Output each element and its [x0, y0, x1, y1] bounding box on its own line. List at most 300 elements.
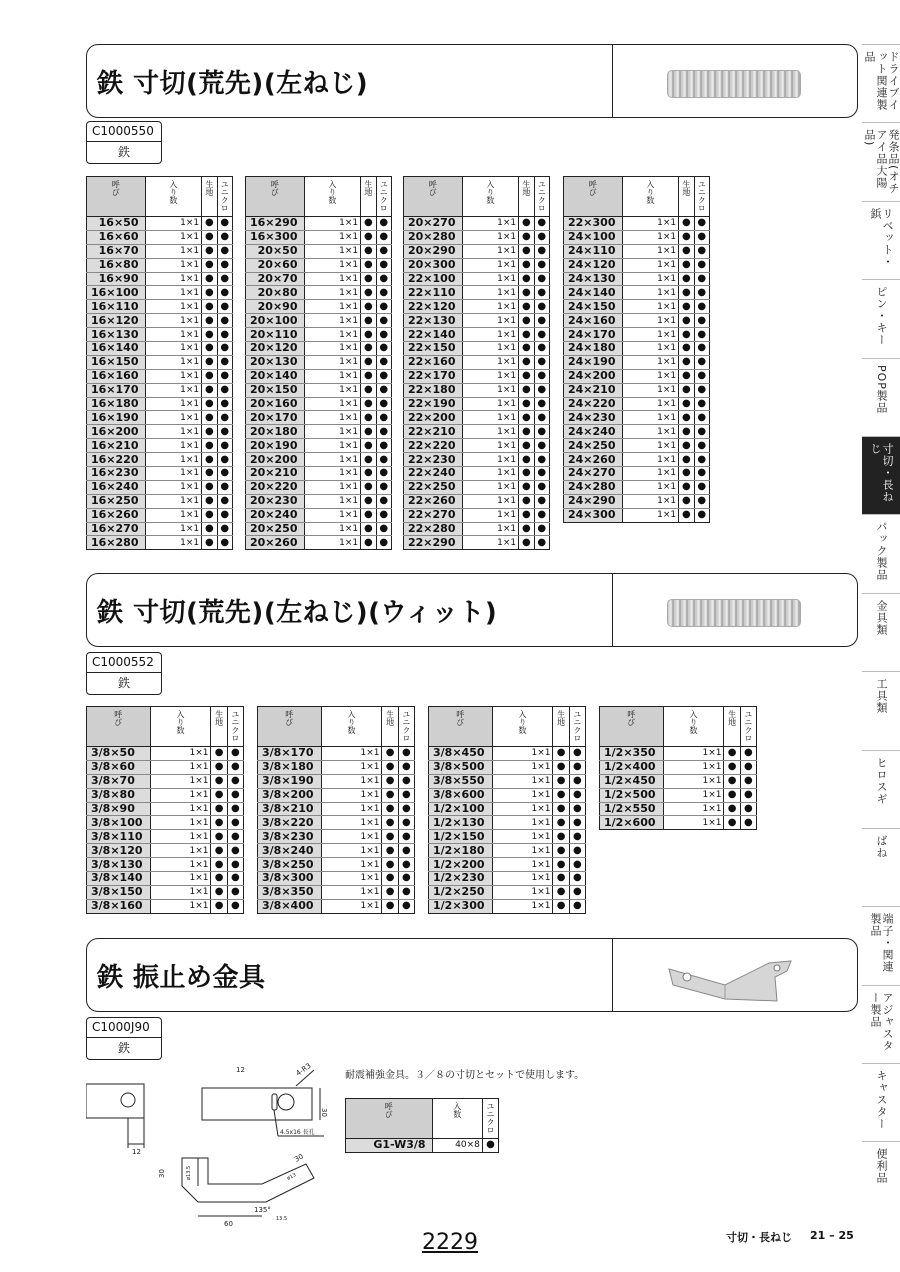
spec-flag-raw: ● — [553, 802, 569, 816]
spec-qty: 1×1 — [321, 830, 382, 844]
spec-flag-unichrome: ● — [694, 286, 709, 300]
spec-flag-raw: ● — [202, 369, 217, 383]
spec-name: 20×190 — [246, 439, 305, 453]
spec-qty: 1×1 — [622, 328, 679, 342]
spec-flag-raw: ● — [382, 774, 398, 788]
spec-name: 22×140 — [404, 328, 463, 342]
header-raw — [553, 707, 569, 747]
spec-flag-raw: ● — [361, 508, 376, 522]
spec-name: 24×290 — [564, 494, 623, 508]
spec-flag-unichrome: ● — [534, 258, 549, 272]
table-row — [87, 899, 244, 913]
spec-qty: 1×1 — [622, 425, 679, 439]
spec-name: 16×50 — [87, 217, 146, 231]
spec-qty: 1×1 — [622, 508, 679, 522]
spec-flag-raw: ● — [553, 760, 569, 774]
spec-flag-unichrome: ● — [376, 342, 391, 356]
spec-qty: 1×1 — [304, 314, 361, 328]
spec-name: 3/8×190 — [258, 774, 322, 788]
spec-flag-raw: ● — [724, 747, 740, 761]
spec-flag-raw: ● — [679, 217, 694, 231]
spec-flag-unichrome: ● — [569, 760, 585, 774]
spec-name: 16×130 — [87, 328, 146, 342]
spec-flag-unichrome: ● — [740, 760, 756, 774]
spec-qty: 1×1 — [321, 885, 382, 899]
table-row — [246, 480, 392, 494]
table-row — [87, 508, 233, 522]
spec-flag-raw: ● — [679, 383, 694, 397]
spec-name: 3/8×110 — [87, 830, 151, 844]
spec-name: 3/8×500 — [429, 760, 493, 774]
side-tab-label: POP製品 — [875, 364, 888, 414]
spec-qty: 1×1 — [622, 411, 679, 425]
spec-flag-raw: ● — [519, 397, 534, 411]
spec-name: 3/8×70 — [87, 774, 151, 788]
side-tab-label: 便利品 — [875, 1148, 888, 1185]
spec-name: 3/8×550 — [429, 774, 493, 788]
spec-flag-unichrome: ● — [534, 494, 549, 508]
spec-flag-raw: ● — [679, 480, 694, 494]
spec-flag-raw: ● — [679, 508, 694, 522]
section-title: 鉄 振止め金具 — [97, 963, 266, 993]
spec-name: 3/8×90 — [87, 802, 151, 816]
spec-qty: 1×1 — [462, 494, 519, 508]
table-row — [246, 369, 392, 383]
spec-name: 24×210 — [564, 383, 623, 397]
table-row — [87, 453, 233, 467]
spec-table — [428, 706, 586, 914]
spec-flag-unichrome: ● — [534, 217, 549, 231]
spec-name: 16×300 — [246, 230, 305, 244]
bracket-drawing — [86, 1062, 336, 1232]
spec-name: 1/2×100 — [429, 802, 493, 816]
spec-flag-unichrome: ● — [534, 536, 549, 550]
table-row — [87, 369, 233, 383]
table-row — [564, 383, 710, 397]
spec-flag-raw: ● — [679, 425, 694, 439]
header-name — [258, 707, 322, 747]
spec-flag-raw: ● — [519, 494, 534, 508]
spec-flag-raw: ● — [553, 747, 569, 761]
spec-name: 22×260 — [404, 494, 463, 508]
header-label: ユニクロ — [697, 180, 707, 212]
spec-flag-unichrome: ● — [376, 272, 391, 286]
table-row — [404, 467, 550, 481]
table-row — [87, 439, 233, 453]
spec-name: 22×230 — [404, 453, 463, 467]
spec-flag-unichrome: ● — [376, 230, 391, 244]
spec-name: 16×70 — [87, 244, 146, 258]
spec-table — [257, 706, 415, 914]
header-uni — [694, 177, 709, 217]
table-row — [564, 314, 710, 328]
spec-flag-raw: ● — [211, 830, 227, 844]
spec-flag-unichrome: ● — [376, 536, 391, 550]
spec-flag-unichrome: ● — [694, 467, 709, 481]
spec-qty: 1×1 — [304, 480, 361, 494]
spec-qty: 1×1 — [622, 244, 679, 258]
table-row — [246, 383, 392, 397]
side-tab-item[interactable] — [862, 1063, 900, 1141]
spec-flag-raw: ● — [679, 314, 694, 328]
spec-qty: 1×1 — [462, 453, 519, 467]
spec-flag-unichrome: ● — [227, 747, 243, 761]
spec-name: 3/8×220 — [258, 816, 322, 830]
spec-qty: 1×1 — [150, 899, 211, 913]
spec-qty: 1×1 — [145, 355, 202, 369]
table-row — [246, 328, 392, 342]
spec-qty: 1×1 — [145, 314, 202, 328]
spec-name: 24×270 — [564, 467, 623, 481]
spec-flag-unichrome: ● — [534, 480, 549, 494]
spec-name: 3/8×230 — [258, 830, 322, 844]
spec-name: 20×270 — [404, 217, 463, 231]
spec-name: 24×120 — [564, 258, 623, 272]
spec-name: 24×200 — [564, 369, 623, 383]
spec-table — [599, 706, 757, 830]
table-row — [564, 411, 710, 425]
header-label: 呼び — [270, 180, 280, 196]
side-tab-item[interactable] — [862, 201, 900, 279]
spec-flag-raw: ● — [519, 272, 534, 286]
side-tab-item[interactable] — [862, 671, 900, 749]
spec-name: 22×250 — [404, 480, 463, 494]
spec-qty: 1×1 — [622, 383, 679, 397]
spec-qty: 1×1 — [622, 230, 679, 244]
header-qty — [304, 177, 361, 217]
side-tab-item[interactable] — [862, 906, 900, 984]
spec-name: 24×130 — [564, 272, 623, 286]
dim-label: 12 — [236, 1066, 245, 1074]
spec-flag-unichrome: ● — [569, 885, 585, 899]
table-row — [404, 425, 550, 439]
spec-flag-raw: ● — [519, 383, 534, 397]
table-row — [404, 328, 550, 342]
spec-flag-unichrome: ● — [694, 342, 709, 356]
spec-qty: 1×1 — [150, 816, 211, 830]
side-tab-item[interactable] — [862, 750, 900, 828]
header-label: 生地 — [556, 710, 566, 726]
spec-qty: 1×1 — [321, 760, 382, 774]
spec-name: 22×300 — [564, 217, 623, 231]
spec-qty: 1×1 — [321, 899, 382, 913]
spec-qty: 40×8 — [432, 1139, 482, 1153]
header-name — [87, 707, 151, 747]
spec-name: 16×140 — [87, 342, 146, 356]
spec-qty: 1×1 — [145, 286, 202, 300]
table-row — [258, 760, 415, 774]
header-uni — [227, 707, 243, 747]
spec-flag-unichrome: ● — [376, 508, 391, 522]
spec-name: 20×130 — [246, 355, 305, 369]
header-name — [346, 1099, 433, 1139]
table-row — [404, 480, 550, 494]
spec-flag-raw: ● — [382, 816, 398, 830]
spec-name: 20×260 — [246, 536, 305, 550]
spec-flag-raw: ● — [361, 244, 376, 258]
spec-flag-raw: ● — [361, 536, 376, 550]
side-tab-item[interactable] — [862, 436, 900, 514]
spec-name: 1/2×450 — [600, 774, 664, 788]
spec-qty: 1×1 — [145, 480, 202, 494]
spec-flag-raw: ● — [679, 328, 694, 342]
spec-flag-unichrome: ● — [740, 747, 756, 761]
spec-qty: 1×1 — [622, 258, 679, 272]
header-raw — [519, 177, 534, 217]
product-material: 鉄 — [117, 145, 130, 159]
spec-flag-raw: ● — [519, 536, 534, 550]
spec-qty: 1×1 — [145, 508, 202, 522]
table-row — [404, 536, 550, 550]
spec-name: 16×110 — [87, 300, 146, 314]
spec-flag-unichrome: ● — [534, 439, 549, 453]
header-uni — [217, 177, 232, 217]
spec-flag-raw: ● — [361, 480, 376, 494]
spec-flag-raw: ● — [382, 760, 398, 774]
spec-flag-unichrome: ● — [740, 774, 756, 788]
table-row — [404, 230, 550, 244]
table-row — [600, 816, 757, 830]
spec-flag-unichrome: ● — [534, 369, 549, 383]
spec-name: 3/8×160 — [87, 899, 151, 913]
table-row — [429, 802, 586, 816]
table-row — [246, 522, 392, 536]
spec-name: 1/2×250 — [429, 885, 493, 899]
spec-flag-unichrome: ● — [217, 272, 232, 286]
spec-flag-unichrome: ● — [694, 355, 709, 369]
spec-name: 20×290 — [404, 244, 463, 258]
spec-name: 20×180 — [246, 425, 305, 439]
dim-label: 30 — [158, 1169, 166, 1178]
spec-name: 20×200 — [246, 453, 305, 467]
spec-qty: 1×1 — [145, 453, 202, 467]
table-row — [87, 258, 233, 272]
spec-flag-unichrome: ● — [217, 439, 232, 453]
spec-flag-unichrome: ● — [694, 439, 709, 453]
side-tab-item[interactable] — [862, 1141, 900, 1219]
spec-flag-raw: ● — [553, 872, 569, 886]
side-tab-item[interactable] — [862, 279, 900, 357]
spec-flag-raw: ● — [382, 830, 398, 844]
table-row — [87, 467, 233, 481]
spec-flag-raw: ● — [679, 300, 694, 314]
table-row — [404, 508, 550, 522]
header-raw — [202, 177, 217, 217]
spec-name: 1/2×200 — [429, 858, 493, 872]
side-tab-item[interactable] — [862, 985, 900, 1063]
table-row — [87, 314, 233, 328]
spec-flag-raw: ● — [361, 425, 376, 439]
spec-qty: 1×1 — [145, 494, 202, 508]
spec-flag-unichrome: ● — [534, 425, 549, 439]
table-row — [87, 774, 244, 788]
header-raw — [361, 177, 376, 217]
spec-qty: 1×1 — [622, 453, 679, 467]
spec-flag-raw: ● — [553, 885, 569, 899]
spec-flag-unichrome: ● — [534, 411, 549, 425]
spec-flag-unichrome: ● — [217, 425, 232, 439]
table-row — [564, 425, 710, 439]
spec-flag-raw: ● — [519, 328, 534, 342]
spec-flag-unichrome: ● — [376, 439, 391, 453]
table-row — [600, 747, 757, 761]
table-row — [564, 453, 710, 467]
spec-name: 24×140 — [564, 286, 623, 300]
spec-flag-unichrome: ● — [217, 230, 232, 244]
table-row — [429, 844, 586, 858]
spec-qty: 1×1 — [304, 300, 361, 314]
table-row — [87, 885, 244, 899]
spec-qty: 1×1 — [462, 536, 519, 550]
table-row — [600, 774, 757, 788]
spec-table — [563, 176, 710, 523]
spec-flag-unichrome: ● — [534, 244, 549, 258]
spec-qty: 1×1 — [145, 342, 202, 356]
side-tab-item[interactable] — [862, 514, 900, 592]
header-label: 呼び — [384, 1102, 394, 1118]
spec-name: 3/8×200 — [258, 788, 322, 802]
side-tab-item[interactable] — [862, 828, 900, 906]
spec-qty: 1×1 — [462, 397, 519, 411]
header-uni — [740, 707, 756, 747]
spec-flag-raw: ● — [679, 244, 694, 258]
spec-flag-raw: ● — [202, 230, 217, 244]
spec-qty: 1×1 — [622, 272, 679, 286]
spec-flag-raw: ● — [519, 258, 534, 272]
side-tab-item[interactable] — [862, 122, 900, 200]
spec-qty: 1×1 — [663, 774, 724, 788]
table-row — [258, 885, 415, 899]
header-label: 入り数 — [175, 710, 185, 734]
header-label: 呼び — [113, 710, 123, 726]
spec-qty: 1×1 — [462, 425, 519, 439]
spec-flag-unichrome: ● — [227, 816, 243, 830]
spec-qty: 1×1 — [304, 536, 361, 550]
spec-name: 16×290 — [246, 217, 305, 231]
spec-flag-raw: ● — [679, 397, 694, 411]
spec-flag-unichrome: ● — [569, 899, 585, 913]
table-row — [404, 369, 550, 383]
spec-flag-unichrome: ● — [398, 774, 414, 788]
table-row — [87, 480, 233, 494]
page-number: 2229 — [422, 1230, 478, 1255]
header-uni — [569, 707, 585, 747]
spec-name: 20×230 — [246, 494, 305, 508]
spec-name: 22×110 — [404, 286, 463, 300]
spec-qty: 1×1 — [304, 467, 361, 481]
table-row — [429, 830, 586, 844]
spec-flag-raw: ● — [361, 369, 376, 383]
spec-name: 3/8×600 — [429, 788, 493, 802]
spec-name: 24×170 — [564, 328, 623, 342]
header-label: 入り数 — [327, 180, 337, 204]
spec-flag-unichrome: ● — [227, 872, 243, 886]
spec-flag-raw: ● — [211, 802, 227, 816]
spec-flag-raw: ● — [519, 439, 534, 453]
spec-flag-unichrome: ● — [398, 885, 414, 899]
spec-qty: 1×1 — [321, 747, 382, 761]
spec-qty: 1×1 — [622, 480, 679, 494]
spec-qty: 1×1 — [492, 899, 553, 913]
spec-flag-raw: ● — [519, 230, 534, 244]
spec-qty: 1×1 — [145, 369, 202, 383]
spec-qty: 1×1 — [492, 844, 553, 858]
table-row — [87, 522, 233, 536]
dim-label: 60 — [224, 1220, 233, 1228]
spec-flag-raw: ● — [211, 747, 227, 761]
spec-flag-unichrome: ● — [227, 844, 243, 858]
bracket-image — [665, 955, 795, 1005]
spec-flag-unichrome: ● — [398, 899, 414, 913]
spec-flag-raw: ● — [519, 522, 534, 536]
spec-name: 22×180 — [404, 383, 463, 397]
header-raw — [679, 177, 694, 217]
spec-name: 16×230 — [87, 467, 146, 481]
table-row — [404, 217, 550, 231]
spec-flag-unichrome: ● — [569, 747, 585, 761]
table-row — [246, 355, 392, 369]
spec-flag-raw: ● — [211, 858, 227, 872]
spec-qty: 1×1 — [304, 342, 361, 356]
spec-flag-unichrome: ● — [694, 217, 709, 231]
table-row — [429, 858, 586, 872]
spec-name: 3/8×130 — [87, 858, 151, 872]
table-row — [564, 286, 710, 300]
spec-name: 16×220 — [87, 453, 146, 467]
spec-flag-unichrome: ● — [217, 328, 232, 342]
spec-flag-unichrome: ● — [376, 467, 391, 481]
spec-flag-raw: ● — [519, 453, 534, 467]
spec-flag-raw: ● — [202, 522, 217, 536]
side-tab-item[interactable] — [862, 358, 900, 436]
spec-qty: 1×1 — [145, 467, 202, 481]
spec-name: 24×260 — [564, 453, 623, 467]
spec-flag-unichrome: ● — [694, 230, 709, 244]
side-tab-item[interactable] — [862, 44, 900, 122]
table-row — [258, 788, 415, 802]
spec-qty: 1×1 — [462, 244, 519, 258]
table-row — [87, 747, 244, 761]
spec-name: 3/8×400 — [258, 899, 322, 913]
table-row — [429, 872, 586, 886]
spec-qty: 1×1 — [492, 788, 553, 802]
spec-qty: 1×1 — [462, 522, 519, 536]
side-tab-item[interactable] — [862, 593, 900, 671]
spec-name: 3/8×80 — [87, 788, 151, 802]
table-row — [429, 788, 586, 802]
spec-name: 24×180 — [564, 342, 623, 356]
header-label: 入り数 — [645, 180, 655, 204]
table-row — [258, 816, 415, 830]
header-label: 呼び — [428, 180, 438, 196]
spec-flag-unichrome: ● — [227, 899, 243, 913]
spec-flag-raw: ● — [519, 300, 534, 314]
spec-flag-raw: ● — [202, 536, 217, 550]
spec-name: 16×280 — [87, 536, 146, 550]
header-label: ユニクロ — [537, 180, 547, 212]
spec-flag-unichrome: ● — [534, 397, 549, 411]
side-tab-label: 金具類 — [875, 599, 888, 636]
header-label: 入数 — [452, 1102, 462, 1118]
spec-name: 3/8×300 — [258, 872, 322, 886]
spec-qty: 1×1 — [622, 369, 679, 383]
table-row — [404, 286, 550, 300]
spec-flag-raw: ● — [361, 300, 376, 314]
spec-qty: 1×1 — [492, 816, 553, 830]
spec-qty: 1×1 — [462, 286, 519, 300]
spec-flag-unichrome: ● — [376, 286, 391, 300]
spec-qty: 1×1 — [462, 217, 519, 231]
